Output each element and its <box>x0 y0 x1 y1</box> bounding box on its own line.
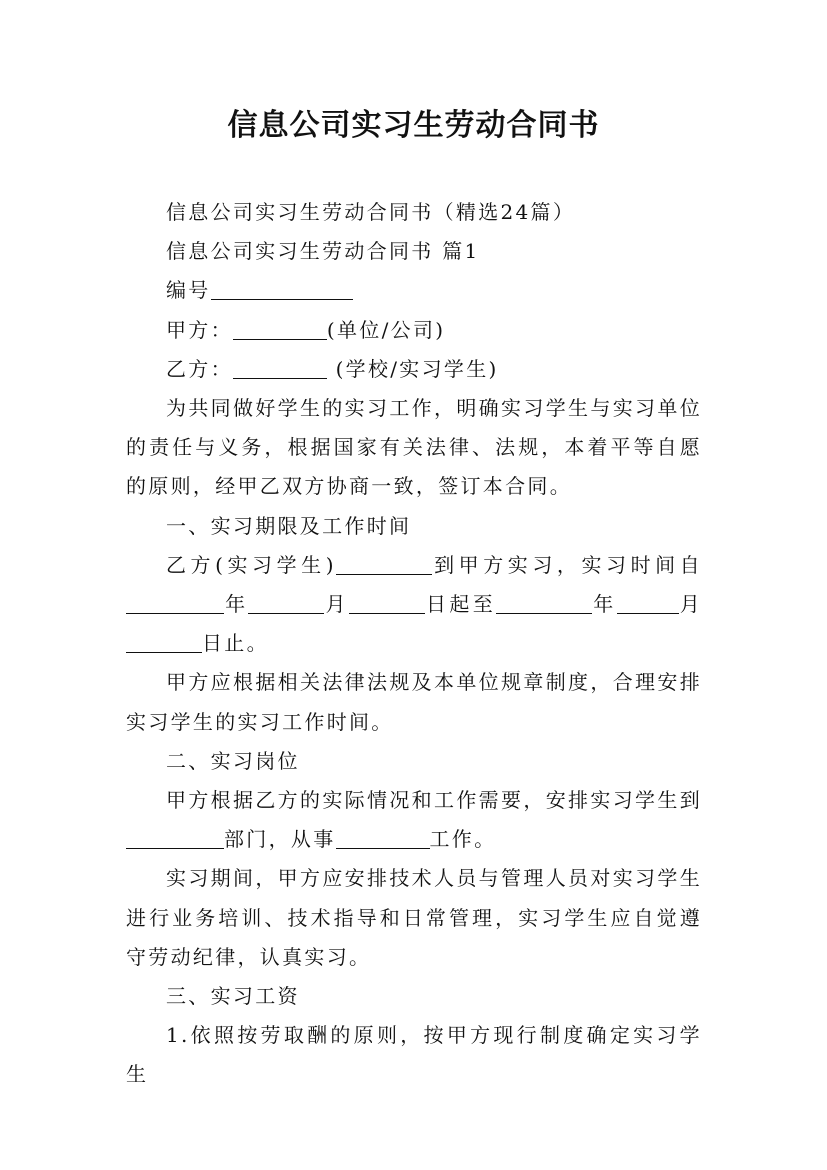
party-a-note: (单位/公司) <box>326 317 446 342</box>
period-text-7: 月 <box>678 592 703 617</box>
party-a-line <box>126 311 702 350</box>
contract-number-line <box>126 271 702 310</box>
start-month-blank <box>248 593 324 614</box>
document-body <box>126 193 702 1095</box>
end-year-blank <box>496 593 592 614</box>
number-blank <box>211 279 353 300</box>
party-b-note: (学校/实习学生) <box>326 356 499 381</box>
post-text-1: 甲方根据乙方的实际情况和工作需要，安排实习学生到 <box>166 788 702 813</box>
internship-period-paragraph <box>126 546 702 664</box>
end-day-blank <box>126 632 202 653</box>
period-text-8: 日止。 <box>202 631 269 656</box>
department-blank <box>126 828 224 849</box>
working-time-paragraph: 甲方应根据相关法律法规及本单位规章制度，合理安排实习学生的实习工作时间。 <box>126 670 702 734</box>
student-name-blank <box>336 554 432 575</box>
document-title: 信息公司实习生劳动合同书 <box>227 108 600 143</box>
post-paragraph <box>126 781 702 859</box>
training-paragraph: 实习期间，甲方应安排技术人员与管理人员对实习学生进行业务培训、技术指导和日常管理，实习学生应自觉遵守劳动纪律，认真实习。 <box>126 866 702 969</box>
period-text-3: 年 <box>224 592 249 617</box>
section-3-heading: 三、实习工资 <box>166 984 300 1009</box>
section-2-heading: 二、实习岗位 <box>166 748 300 773</box>
party-a-label: 甲方： <box>166 317 233 342</box>
party-b-label: 乙方： <box>166 356 233 381</box>
subtitle-line: 信息公司实习生劳动合同书（精选24篇） <box>166 200 576 224</box>
post-text-2: 部门，从事 <box>224 827 336 852</box>
period-text-5: 日起至 <box>424 592 497 617</box>
job-blank <box>336 828 430 849</box>
party-b-blank <box>233 358 327 379</box>
number-label: 编号 <box>166 278 211 303</box>
period-text-1: 乙方(实习学生) <box>166 552 336 577</box>
end-month-blank <box>617 593 679 614</box>
wage-paragraph: 1.依照按劳取酬的原则，按甲方现行制度确定实习学生 <box>126 1023 702 1087</box>
party-a-blank <box>233 319 327 340</box>
intro-paragraph: 为共同做好学生的实习工作，明确实习学生与实习单位的责任与义务，根据国家有关法律、法规，本着平等自愿的原则，经甲乙双方协商一致，签订本合同。 <box>126 396 702 499</box>
start-day-blank <box>349 593 425 614</box>
section-1-heading: 一、实习期限及工作时间 <box>166 513 412 538</box>
start-year-blank <box>126 593 224 614</box>
chapter-heading: 信息公司实习生劳动合同书 篇1 <box>166 239 480 264</box>
post-text-3: 工作。 <box>429 827 497 852</box>
period-text-6: 年 <box>592 592 617 617</box>
party-b-line <box>126 350 702 389</box>
period-text-2: 到甲方实习，实习时间自 <box>431 552 702 577</box>
period-text-4: 月 <box>324 592 349 617</box>
